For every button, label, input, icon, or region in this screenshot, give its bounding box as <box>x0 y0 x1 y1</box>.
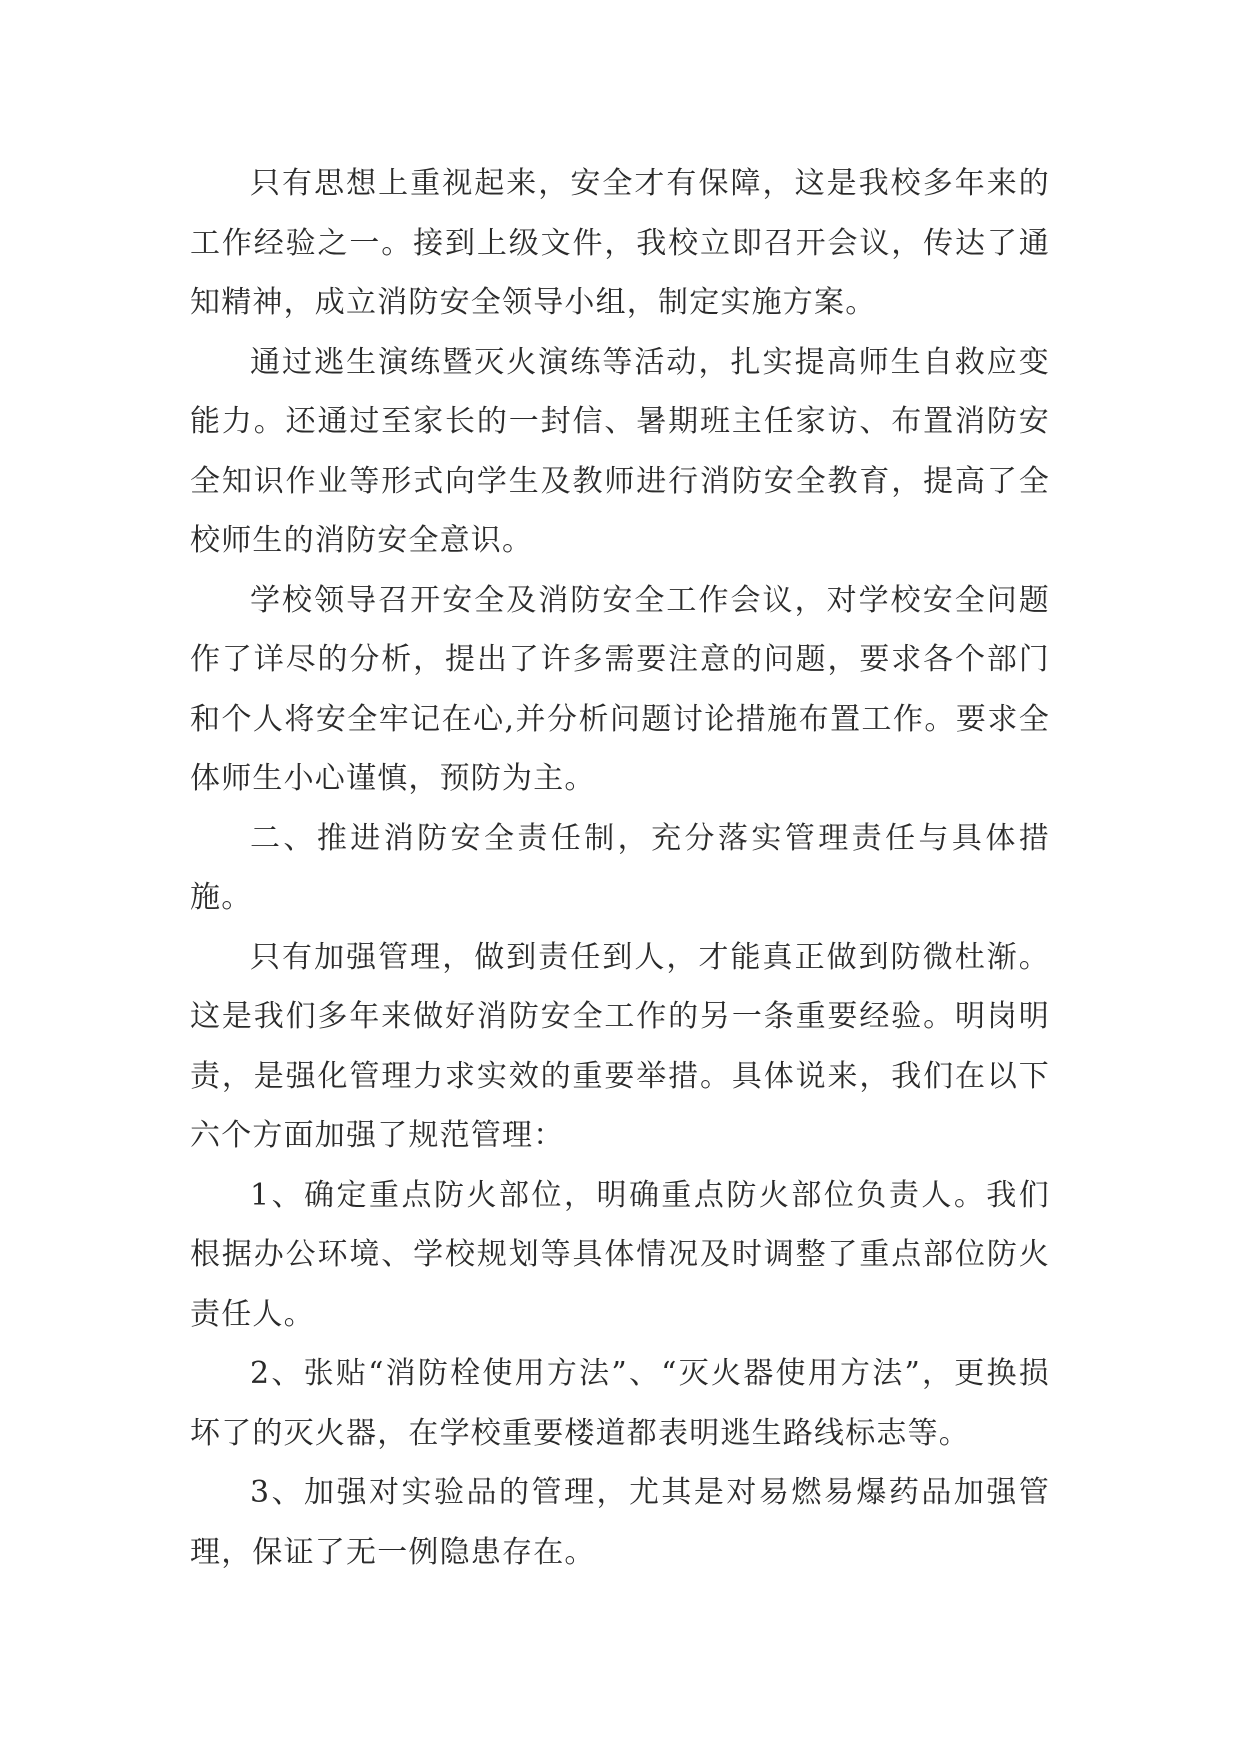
document-body <box>190 154 1050 1582</box>
list-item-2: 2、张贴“消防栓使用方法”、“灭火器使用方法”，更换损坏了的灭火器，在学校重要楼道都表明逃生路线标志等。 <box>190 1356 1050 1451</box>
paragraph-1: 只有思想上重视起来，安全才有保障，这是我校多年来的工作经验之一。接到上级文件，我校立即召开会议，传达了通知精神，成立消防安全领导小组，制定实施方案。 <box>190 166 1050 320</box>
paragraph-5: 只有加强管理，做到责任到人，才能真正做到防微杜渐。这是我们多年来做好消防安全工作的另一条重要经验。明岗明责，是强化管理力求实效的重要举措。具体说来，我们在以下六个方面加强了规范管理： <box>190 939 1050 1153</box>
paragraph-3: 学校领导召开安全及消防安全工作会议，对学校安全问题作了详尽的分析，提出了许多需要注意的问题，要求各个部门和个人将安全牢记在心,并分析问题讨论措施布置工作。要求全体师生小心谨慎，预防为主。 <box>190 582 1050 796</box>
list-item-1: 1、确定重点防火部位，明确重点防火部位负责人。我们根据办公环境、学校规划等具体情况及时调整了重点部位防火责任人。 <box>190 1177 1050 1332</box>
list-item-3: 3、加强对实验品的管理，尤其是对易燃易爆药品加强管理，保证了无一例隐患存在。 <box>190 1475 1050 1570</box>
section-heading: 二、推进消防安全责任制，充分落实管理责任与具体措施。 <box>190 820 1050 915</box>
paragraph-2: 通过逃生演练暨灭火演练等活动，扎实提高师生自救应变能力。还通过至家长的一封信、暑期班主任家访、布置消防安全知识作业等形式向学生及教师进行消防安全教育，提高了全校师生的消防安全意识。 <box>190 344 1050 558</box>
